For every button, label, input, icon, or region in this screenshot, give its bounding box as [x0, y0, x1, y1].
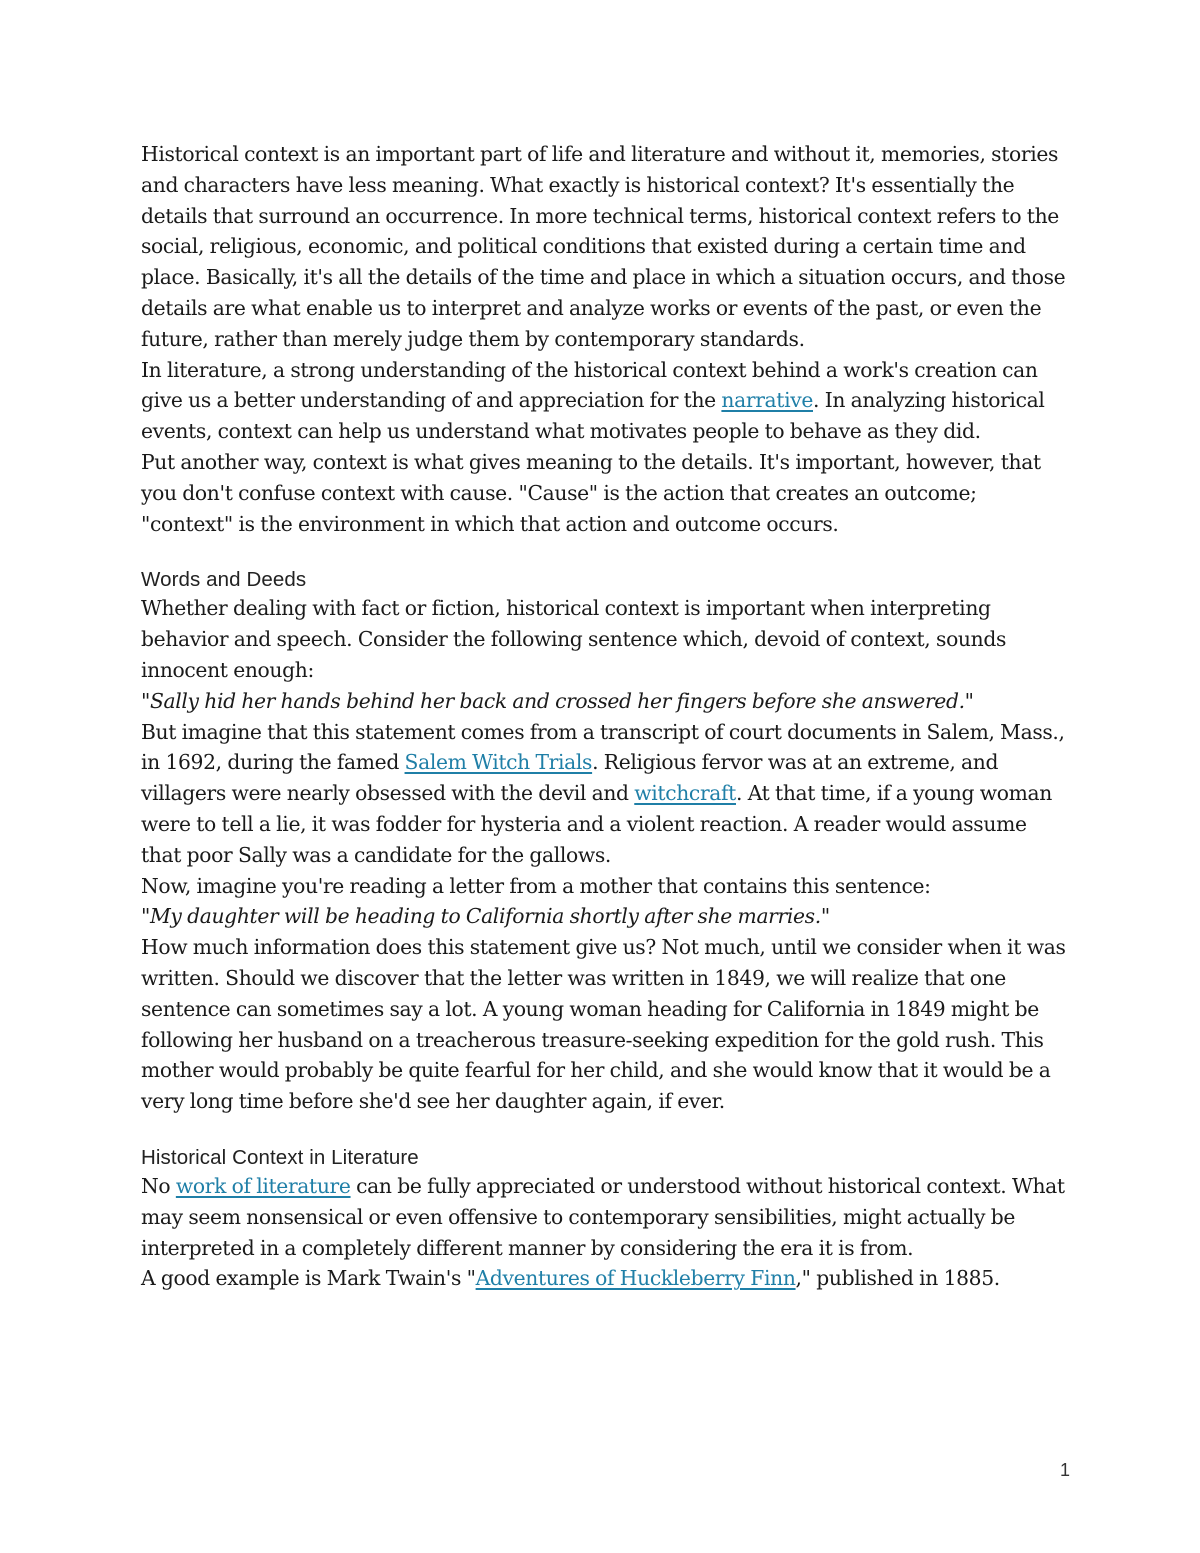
- document-body: [141, 139, 1071, 1294]
- sally-quote: "Sally hid her hands behind her back and crossed her fingers before she answered.": [141, 688, 974, 713]
- california-quote: "My daughter will be heading to California shortly after she marries.": [141, 904, 830, 929]
- intro-paragraph-1: Historical context is an important part of life and literature and without it, memories, stories and characters have less meaning. What exactly is historical context? It's essentially the details that surround an occurrence. In more technical terms, historical context refers to the social, religious, economic, and political conditions that existed during a certain time and place. Basically, it's all the details of the time and place in which a situation occurs, and those details are what enable us to interpret and analyze works or events of the past, or even the future, rather than merely judge them by contemporary standards.: [141, 142, 1066, 351]
- text-run: But imagine that this statement comes from a transcript of court documents in Salem, Mass., in 1692, during the famed: [141, 719, 1065, 775]
- words-paragraph-4: How much information does this statement give us? Not much, until we consider when it was written. Should we discover that the letter was written in 1849, we will realize that one sentence can sometimes say a lot. A young woman heading for California in 1849 might be following her husband on a treacherous treasure-seeking expedition for the gold rush. This mother would probably be quite fearful for her child, and she would know that it would be a very long time before she'd see her daughter again, if ever.: [141, 935, 1066, 1114]
- text-run: . In analyzing historical events, context can help us understand what motivates people to behave as they did.: [141, 388, 1045, 444]
- text-run: ," published in 1885.: [795, 1266, 1000, 1291]
- text-run: In literature, a strong understanding of the historical context behind a work's creation can give us a better understanding of and appreciation for the: [141, 357, 1038, 413]
- text-run: No: [141, 1173, 176, 1198]
- text-run: . Religious fervor was at an extreme, and villagers were nearly obsessed with the devil and: [141, 750, 999, 806]
- words-paragraph-2: [141, 717, 1071, 871]
- literature-paragraph-1: [141, 1171, 1071, 1263]
- narrative-link[interactable]: narrative: [721, 388, 813, 413]
- literature-paragraph-2: [141, 1263, 1071, 1294]
- text-run: . At that time, if a young woman were to tell a lie, it was fodder for hysteria and a violent reaction. A reader would assume that poor Sally was a candidate for the gallows.: [141, 781, 1052, 867]
- words-paragraph-1: Whether dealing with fact or fiction, historical context is important when interpreting behavior and speech. Consider the following sentence which, devoid of context, sounds innocent enough:: [141, 596, 1007, 682]
- page-number: 1: [1059, 1460, 1070, 1480]
- historical-context-in-literature-heading: Historical Context in Literature: [141, 1145, 419, 1169]
- words-and-deeds-heading: Words and Deeds: [141, 568, 307, 592]
- witchcraft-link[interactable]: witchcraft: [634, 781, 736, 806]
- text-run: can be fully appreciated or understood without historical context. What may seem nonsensical or even offensive to contemporary sensibilities, might actually be interpreted in a completely different manner by considering the era it is from.: [141, 1173, 1065, 1260]
- words-paragraph-3: Now, imagine you're reading a letter from a mother that contains this sentence:: [141, 873, 931, 898]
- intro-paragraph-2: [141, 355, 1071, 447]
- text-run: A good example is Mark Twain's ": [141, 1266, 476, 1291]
- intro-paragraph-3: Put another way, context is what gives meaning to the details. It's important, however, that you don't confuse context with cause. "Cause" is the action that creates an outcome; "context" is the environment in which that action and outcome occurs.: [141, 449, 1041, 536]
- salem-witch-trials-link[interactable]: Salem Witch Trials: [404, 750, 593, 775]
- work-of-literature-link[interactable]: work of literature: [175, 1173, 351, 1198]
- huckleberry-finn-link[interactable]: Adventures of Huckleberry Finn: [475, 1266, 796, 1291]
